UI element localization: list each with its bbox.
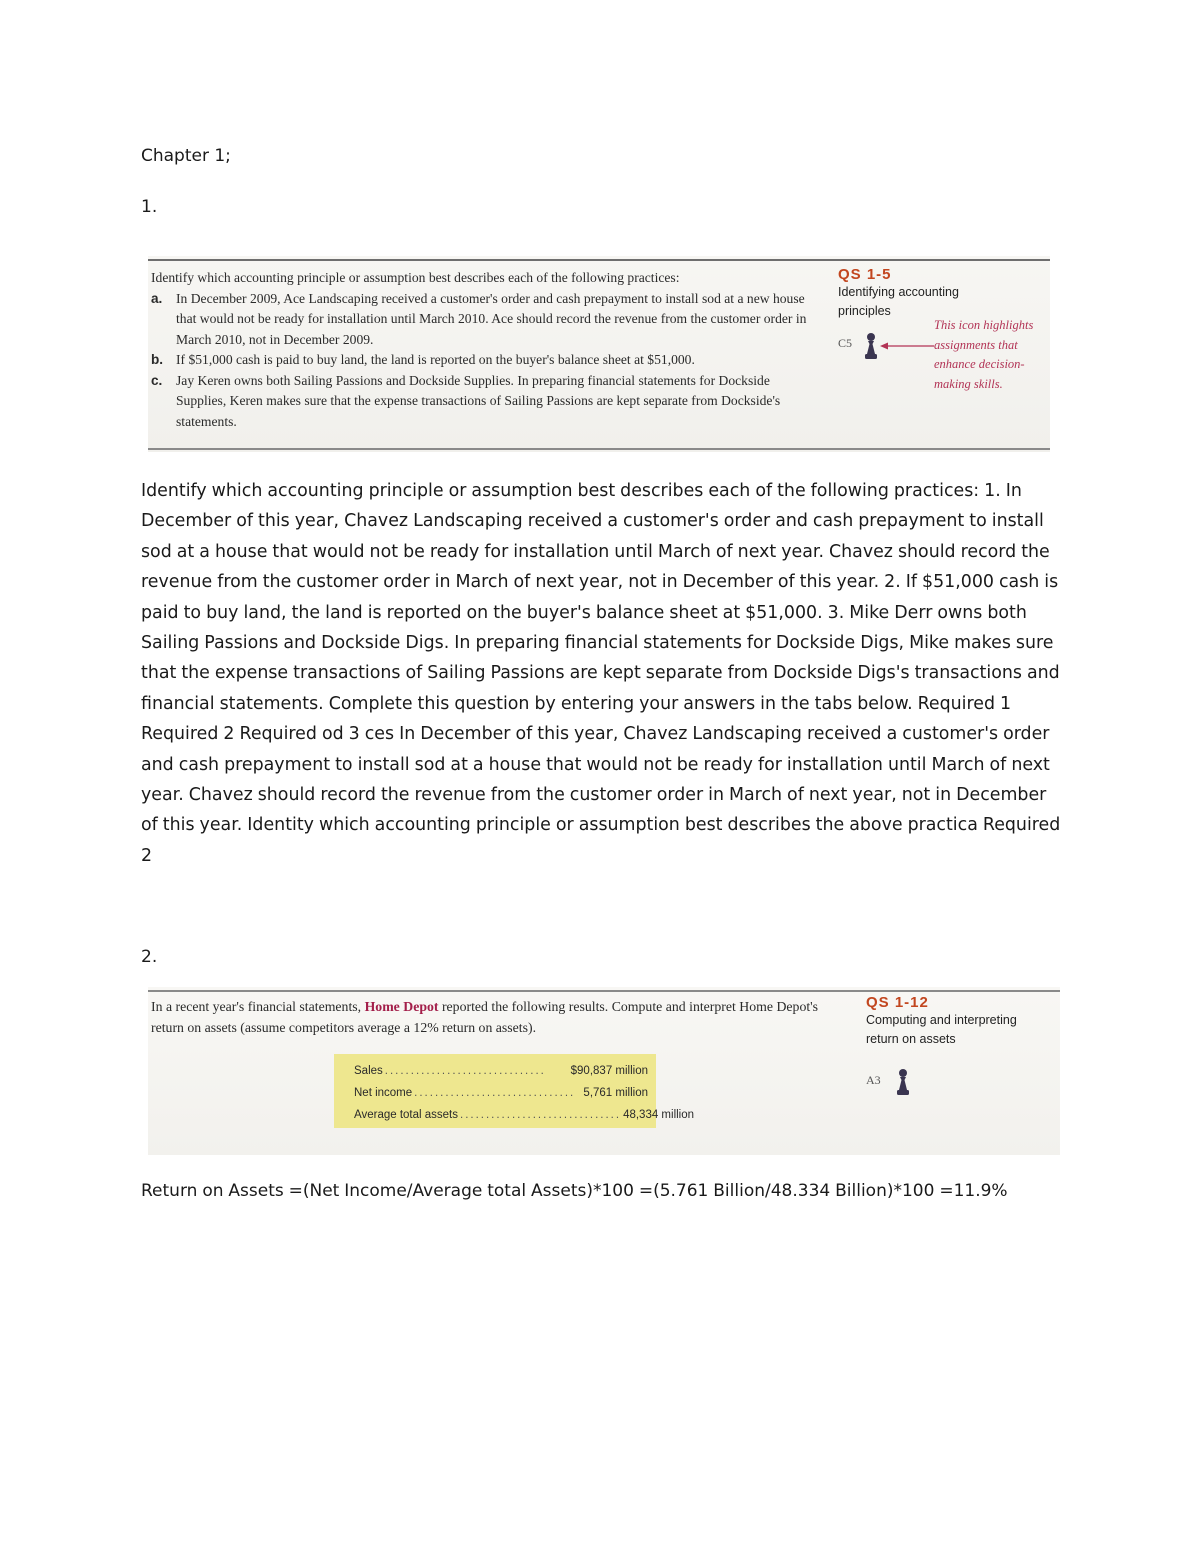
excerpt-2-intro-start: In a recent year's financial statements, bbox=[151, 999, 365, 1014]
chapter-heading: Chapter 1; bbox=[141, 146, 231, 166]
excerpt-top-rule bbox=[148, 990, 1060, 992]
item-1-number: 1. bbox=[141, 197, 158, 217]
icon-note: This icon highlights assignments that enhance decision-making skills. bbox=[934, 318, 1034, 391]
qs-subtitle: Identifying accounting principles bbox=[838, 285, 959, 318]
excerpt-top-rule bbox=[148, 259, 1050, 261]
results-label: Sales bbox=[354, 1065, 383, 1077]
question-1-text: Identify which accounting principle or assumption best describes each of the following practices: 1. In December of this year, Chavez Landscaping received a customer's order and cash prepayment to install sod at a house that would not be ready for installation until March of next year. Chavez should record the revenue from the customer order in March of next year, not in December of this year. 2. If $51,000 cash is paid to buy land, the land is reported on the buyer's balance sheet at $51,000. 3. Mike Derr owns both Sailing Passions and Dockside Digs. In preparing financial statements for Dockside Digs, Mike makes sure that the expense transactions of Sailing Passions are kept separate from Dockside Digs's transactions and financial statements. Complete this question by entering your answers in the tabs below. Required 1 Required 2 Required od 3 ces In December of this year, Chavez Landscaping received a customer's order and cash prepayment to install sod at a house that would not be ready for installation until March of next year. Chavez should record the revenue from the customer order in March of next year, not in December of this year. Identity which accounting principle or assumption best describes the above practica Required 2 bbox=[141, 481, 1061, 866]
excerpt-2-body bbox=[151, 996, 851, 1038]
chess-pawn-icon bbox=[864, 332, 878, 360]
results-value: 5,761 million bbox=[583, 1087, 648, 1099]
qs-label: QS 1-12 bbox=[866, 994, 929, 1011]
qs-subtitle: Computing and interpreting return on assets bbox=[866, 1013, 1017, 1046]
item-2-number: 2. bbox=[141, 947, 158, 967]
excerpt-1-item-b bbox=[151, 350, 823, 371]
textbook-excerpt-qs-1-12 bbox=[148, 987, 1060, 1155]
objective-tag: C5 bbox=[838, 336, 853, 350]
table-row bbox=[354, 1082, 648, 1104]
excerpt-bottom-rule bbox=[148, 448, 1050, 450]
item-letter: c. bbox=[151, 372, 163, 388]
excerpt-2-sidebar bbox=[866, 994, 1056, 1087]
excerpt-1-body bbox=[151, 268, 823, 432]
qs-label: QS 1-5 bbox=[838, 266, 892, 283]
table-row bbox=[354, 1060, 648, 1082]
arrow-left-icon bbox=[880, 342, 934, 350]
results-label: Average total assets bbox=[354, 1109, 458, 1121]
textbook-excerpt-qs-1-5 bbox=[148, 256, 1050, 452]
results-label: Net income bbox=[354, 1087, 413, 1099]
leader-dots: ............................... bbox=[384, 1065, 546, 1077]
company-name: Home Depot bbox=[364, 999, 439, 1014]
chess-pawn-icon bbox=[896, 1068, 910, 1096]
leader-dots: ............................... bbox=[414, 1087, 576, 1099]
leader-dots: ............................... bbox=[460, 1109, 622, 1121]
results-table bbox=[334, 1054, 695, 1128]
excerpt-2-intro-end: reported the following results. Compute and interpret Home Depot's return on assets (assume competitors average a 12% return on assets). bbox=[151, 999, 819, 1035]
item-text: If $51,000 cash is paid to buy land, the land is reported on the buyer's balance sheet at $51,000. bbox=[176, 352, 695, 367]
excerpt-1-sidebar bbox=[838, 266, 1048, 350]
results-value: $90,837 million bbox=[570, 1065, 648, 1077]
excerpt-1-item-c bbox=[151, 371, 823, 433]
excerpt-1-item-a bbox=[151, 289, 823, 351]
item-text: In December 2009, Ace Landscaping received a customer's order and cash prepayment to install sod at a new house that would not be ready for installation until March 2010. Ace should record the revenue from the customer order in March 2010, not in December 2009. bbox=[176, 290, 807, 347]
item-text: Jay Keren owns both Sailing Passions and Dockside Supplies. In preparing financial statements for Dockside Supplies, Keren makes sure that the expense transactions of Sailing Passions are kept separate from Dockside's statements. bbox=[176, 372, 781, 429]
return-on-assets-formula: Return on Assets =(Net Income/Average total Assets)*100 =(5.761 Billion/48.334 Billion)*100 =11.9% bbox=[141, 1181, 1008, 1201]
results-value: 48,334 million bbox=[623, 1109, 695, 1121]
objective-tag: A3 bbox=[866, 1073, 881, 1087]
item-letter: a. bbox=[151, 290, 163, 306]
item-letter: b. bbox=[151, 352, 164, 367]
excerpt-1-intro: Identify which accounting principle or assumption best describes each of the following practices: bbox=[151, 270, 680, 285]
table-row bbox=[354, 1104, 695, 1126]
